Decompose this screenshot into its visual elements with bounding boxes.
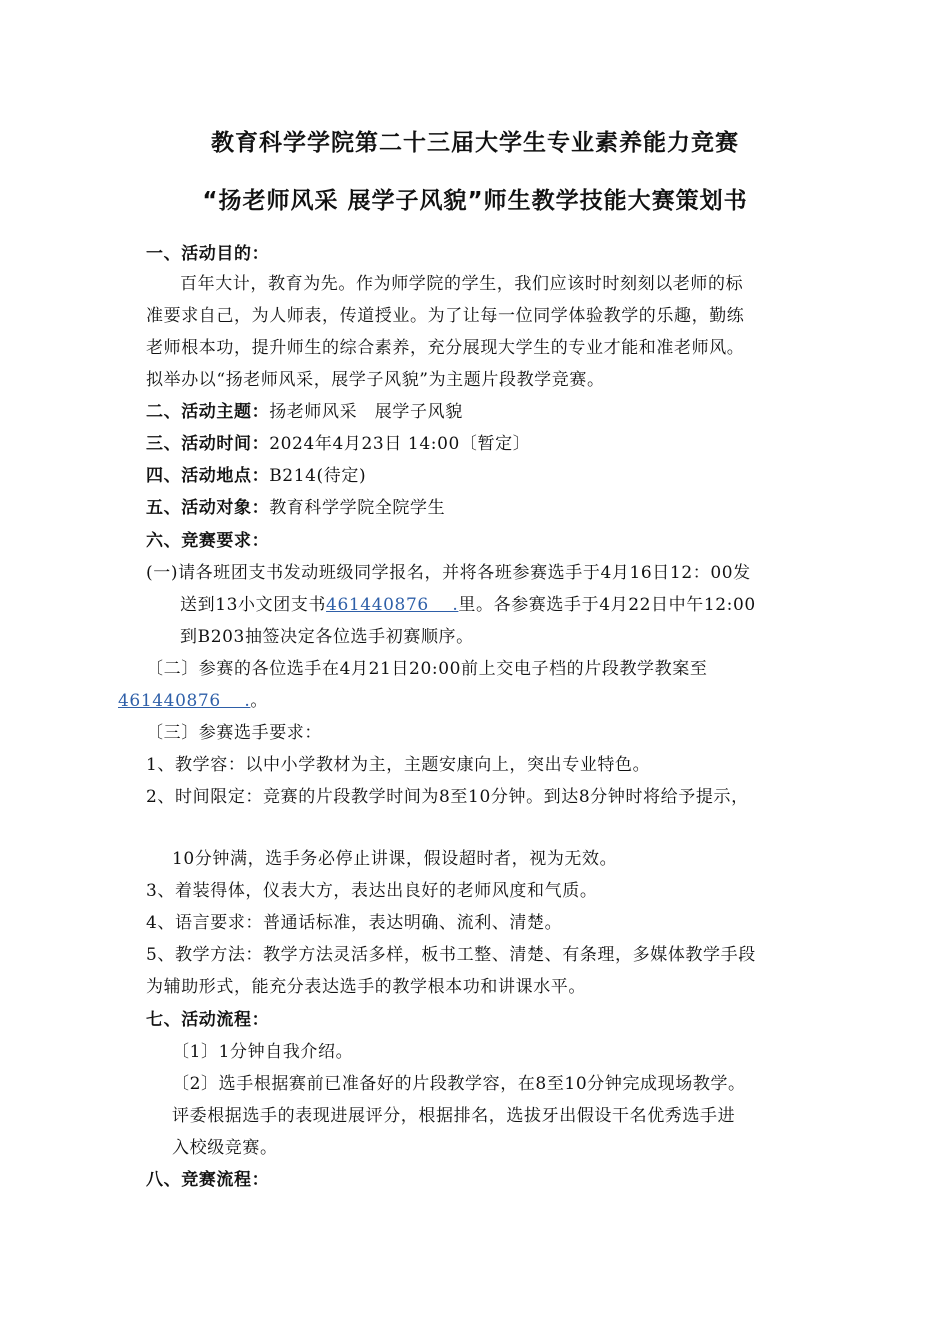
place-value: B214(待定): [269, 466, 367, 486]
section-heading-time: 三、活动时间：: [146, 434, 270, 454]
document-title-line-2: “扬老师风采 展学子风貌”师生教学技能大赛策划书: [202, 188, 748, 214]
purpose-paragraph-line: 拟举办以“扬老师风采，展学子风貌”为主题片段教学竞赛。: [146, 370, 605, 390]
requirement-1-text: 送到13小文团支书: [180, 595, 327, 615]
purpose-paragraph-line: 老师根本功，提升师生的综合素养，充分展现大学生的专业才能和准老师风。: [146, 338, 745, 358]
requirement-item: 4、语言要求：普通话标准，表达明确、流利、清楚。: [146, 913, 563, 933]
theme-row: [146, 400, 463, 424]
purpose-paragraph-line: 百年大计，教育为先。作为师学院的学生，我们应该时时刻刻以老师的标: [180, 274, 744, 294]
requirement-2-line: [118, 689, 268, 713]
section-heading-place: 四、活动地点：: [146, 466, 270, 486]
process-line: 〔1〕1分钟自我介绍。: [172, 1042, 354, 1062]
requirement-item: 3、着装得体，仪表大方，表达出良好的老师风度和气质。: [146, 881, 598, 901]
requirement-1-text: 里。各参赛选手于4月22日中午12:00: [458, 595, 756, 615]
requirement-item: 为辅助形式，能充分表达选手的教学根本功和讲课水平。: [146, 977, 586, 997]
requirement-item: 10分钟满，选手务必停止讲课，假设超时者，视为无效。: [172, 849, 618, 869]
process-line: 入校级竞赛。: [172, 1138, 278, 1158]
requirement-1-line: (一)请各班团支书发动班级同学报名，并将各班参赛选手于4月16日12：00发: [146, 563, 751, 583]
section-heading-target: 五、活动对象：: [146, 498, 270, 518]
section-heading-purpose: 一、活动目的：: [146, 244, 270, 264]
requirement-1-line: [180, 593, 756, 617]
process-line: 评委根据选手的表现进展评分，根据排名，选拔牙出假设干名优秀选手进: [172, 1106, 736, 1126]
section-heading-requirements: 六、竞赛要求：: [146, 531, 270, 551]
theme-value: 扬老师风采 展学子风貌: [269, 402, 463, 422]
time-value: 2024年4月23日 14:00〔暂定〕: [269, 434, 531, 454]
document-title-line-1: 教育科学学院第二十三届大学生专业素养能力竞赛: [211, 130, 739, 156]
section-heading-process: 七、活动流程：: [146, 1010, 270, 1030]
target-value: 教育科学学院全院学生: [269, 498, 446, 518]
requirement-1-line: 到B203抽签决定各位选手初赛顺序。: [180, 627, 474, 647]
purpose-paragraph-line: 准要求自己，为人师表，传道授业。为了让每一位同学体验教学的乐趣，勤练: [146, 306, 745, 326]
requirement-2-line: 〔二〕参赛的各位选手在4月21日20:00前上交电子档的片段教学教案至: [146, 659, 708, 679]
requirement-item: 2、时间限定：竞赛的片段教学时间为8至10分钟。到达8分钟时将给予提示，: [146, 787, 749, 807]
process-line: 〔2〕选手根据赛前已准备好的片段教学容，在8至10分钟完成现场教学。: [172, 1074, 746, 1094]
requirement-item: 1、教学容：以中小学教材为主，主题安康向上，突出专业特色。: [146, 755, 651, 775]
section-heading-theme: 二、活动主题：: [146, 402, 270, 422]
requirement-2-text: 。: [250, 691, 268, 711]
contact-link[interactable]: 461440876 .: [118, 691, 251, 711]
place-row: [146, 464, 366, 488]
target-row: [146, 496, 445, 520]
time-row: [146, 432, 530, 456]
requirement-item: 5、教学方法：教学方法灵活多样，板书工整、清楚、有条理，多媒体教学手段: [146, 945, 756, 965]
requirement-3-heading: 〔三〕参赛选手要求：: [146, 723, 322, 743]
contact-link[interactable]: 461440876 .: [326, 595, 459, 615]
section-heading-competition: 八、竞赛流程：: [146, 1170, 270, 1190]
